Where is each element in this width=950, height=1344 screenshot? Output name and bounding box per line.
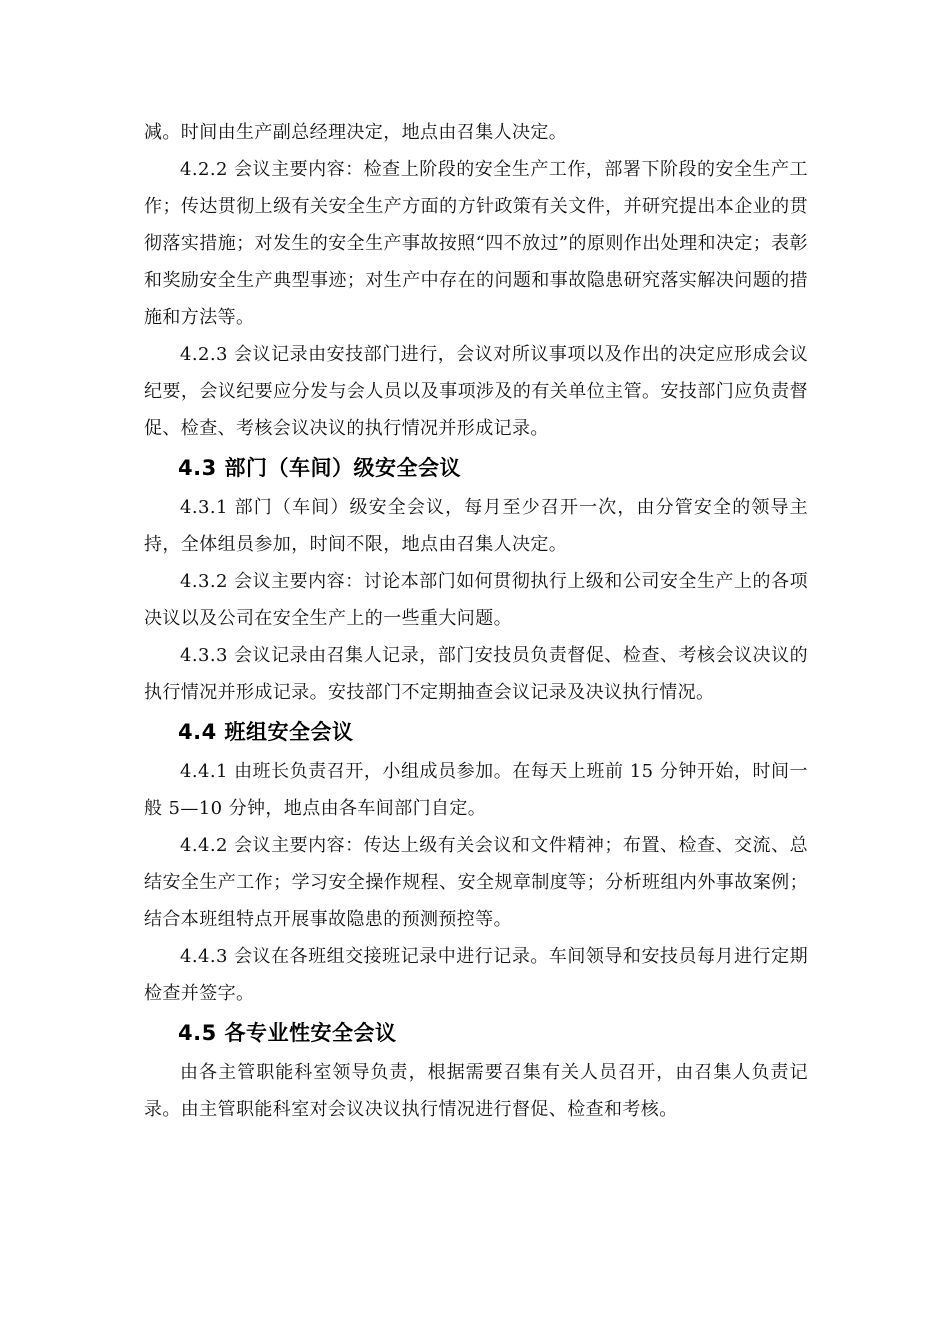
paragraph-4-2-3: 4.2.3 会议记录由安技部门进行，会议对所议事项以及作出的决定应形成会议纪要，会议纪要应分发与会人员以及事项涉及的有关单位主管。安技部门应负责督促、检查、考核会议决议的执行情况并形成记录。 xyxy=(144,344,808,439)
heading-4-4: 4.4 班组安全会议 xyxy=(178,720,354,744)
paragraph-4-3-2: 4.3.2 会议主要内容：讨论本部门如何贯彻执行上级和公司安全生产上的各项决议以及公司在安全生产上的一些重大问题。 xyxy=(144,571,808,629)
paragraph-4-4-3: 4.4.3 会议在各班组交接班记录中进行记录。车间领导和安技员每月进行定期检查并签字。 xyxy=(144,946,808,1004)
heading-4-5: 4.5 各专业性安全会议 xyxy=(178,1021,397,1045)
heading-4-3: 4.3 部门（车间）级安全会议 xyxy=(178,456,462,480)
document-body xyxy=(144,114,808,1128)
paragraph-4-2-2: 4.2.2 会议主要内容：检查上阶段的安全生产工作，部署下阶段的安全生产工作；传达贯彻上级有关安全生产方面的方针政策有关文件，并研究提出本企业的贯彻落实措施；对发生的安全生产事故按照“四不放过”的原则作出处理和决定；表彰和奖励安全生产典型事迹；对生产中存在的问题和事故隐患研究落实解决问题的措施和方法等。 xyxy=(144,159,808,328)
paragraph-4-3-1: 4.3.1 部门（车间）级安全会议，每月至少召开一次，由分管安全的领导主持，全体组员参加，时间不限，地点由召集人决定。 xyxy=(144,497,808,555)
paragraph-4-4-2: 4.4.2 会议主要内容：传达上级有关会议和文件精神；布置、检查、交流、总结安全生产工作；学习安全操作规程、安全规章制度等；分析班组内外事故案例；结合本班组特点开展事故隐患的预测预控等。 xyxy=(144,835,808,930)
paragraph-intro-continuation: 减。时间由生产副总经理决定，地点由召集人决定。 xyxy=(144,122,568,143)
paragraph-4-3-3: 4.3.3 会议记录由召集人记录，部门安技员负责督促、检查、考核会议决议的执行情况并形成记录。安技部门不定期抽查会议记录及决议执行情况。 xyxy=(144,645,808,703)
paragraph-4-4-1: 4.4.1 由班长负责召开，小组成员参加。在每天上班前 15 分钟开始，时间一般 5—10 分钟，地点由各车间部门自定。 xyxy=(144,761,808,819)
paragraph-4-5: 由各主管职能科室领导负责，根据需要召集有关人员召开，由召集人负责记录。由主管职能科室对会议决议执行情况进行督促、检查和考核。 xyxy=(144,1062,808,1120)
